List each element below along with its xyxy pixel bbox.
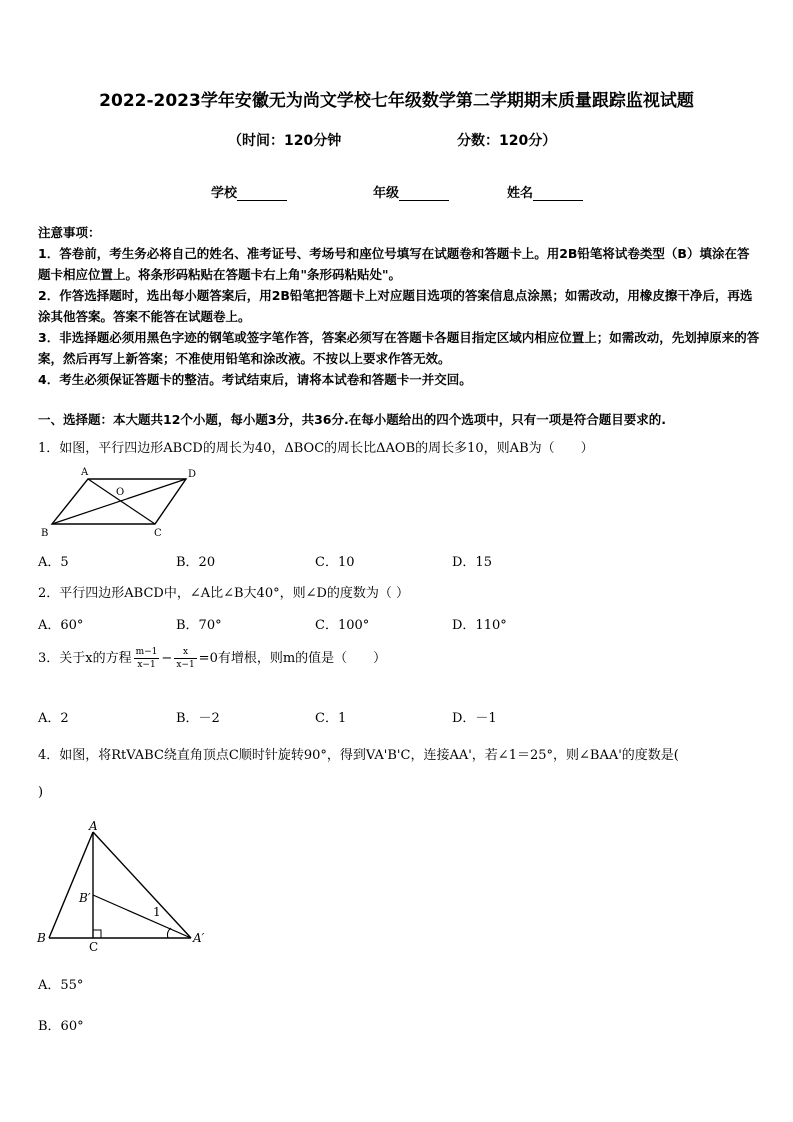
grade-label: 年级 <box>373 186 400 201</box>
page-title: 2022-2023学年安徽无为尚文学校七年级数学第二学期期末质量跟踪监视试题 <box>99 91 694 111</box>
label-d: D <box>188 469 197 480</box>
q2-option-a[interactable]: A．60° <box>38 618 84 633</box>
label-a-prime: A′ <box>193 931 205 945</box>
q2-option-c[interactable]: C．100° <box>315 618 370 633</box>
q3-option-c[interactable]: C．1 <box>315 711 347 726</box>
minus-sign: − <box>161 651 173 666</box>
school-label: 学校 <box>211 186 238 201</box>
q4-option-b[interactable]: B．60° <box>38 1019 84 1034</box>
notice-item: 4．考生必须保证答题卡的整洁。考试结束后，请将本试卷和答题卡一并交回。 <box>38 372 472 387</box>
section-heading: 一、选择题：本大题共12个小题，每小题3分，共36分.在每小题给出的四个选项中，只有一项是符合题目要求的. <box>38 412 666 427</box>
q1-option-a[interactable]: A．5 <box>38 555 69 570</box>
q3-option-a[interactable]: A．2 <box>38 711 69 726</box>
school-blank <box>237 188 287 201</box>
parallelogram-figure <box>38 465 198 540</box>
label-c: C <box>89 940 99 953</box>
q1-option-d[interactable]: D．15 <box>452 555 492 570</box>
notice-heading: 注意事项： <box>38 225 101 240</box>
q3-post: =0有增根，则m的值是（ ） <box>198 651 387 666</box>
label-b-prime: B′ <box>79 891 91 905</box>
q2-option-d[interactable]: D．110° <box>452 618 507 633</box>
label-a: A <box>89 819 98 833</box>
question-2-text: 2．平行四边形ABCD中，∠A比∠B大40°，则∠D的度数为（ ） <box>38 586 410 601</box>
label-a: A <box>81 467 89 478</box>
notice-item: 2．作答选择题时，选出每小题答案后，用2B铅笔把答题卡上对应题目选项的答案信息点涂黑；如需改动，用橡皮擦干净后，再选涂其他答案。答案不能答在试题卷上。 <box>38 288 753 324</box>
school-field[interactable] <box>211 182 287 201</box>
notice-block <box>38 222 760 390</box>
fraction-2: $\frac{x}{x-1}$ <box>176 647 195 670</box>
q4-option-a[interactable]: A．55° <box>38 978 84 993</box>
q3-pre: 3．关于x的方程 <box>38 651 132 666</box>
name-blank <box>533 188 583 201</box>
label-o: O <box>116 487 125 498</box>
label-b: B <box>37 931 46 945</box>
q3-option-b[interactable]: B．－2 <box>176 711 220 726</box>
exam-time: （时间：120分钟 <box>228 133 342 149</box>
question-3-text <box>38 646 386 671</box>
rotation-triangle-figure <box>35 818 215 953</box>
question-4-text: 4．如图，将RtVABC绕直角顶点C顺时针旋转90°，得到VA'B'C，连接AA'，若∠1＝25°，则∠BAA'的度数是( <box>38 748 679 763</box>
label-b: B <box>41 528 49 539</box>
q1-option-c[interactable]: C．10 <box>315 555 355 570</box>
question-4-close: ) <box>38 785 44 800</box>
fraction-1: $\frac{m-1}{x-1}$ <box>135 647 158 670</box>
exam-score: 分数：120分） <box>457 133 557 149</box>
label-angle-1: 1 <box>153 905 161 919</box>
label-c: C <box>154 528 162 539</box>
notice-item: 1．答卷前，考生务必将自己的姓名、准考证号、考场号和座位号填写在试题卷和答题卡上。用2B铅笔将试卷类型（B）填涂在答题卡相应位置上。将条形码粘贴在答题卡右上角"条形码粘贴处"。 <box>38 246 750 282</box>
question-1-text: 1．如图，平行四边形ABCD的周长为40，ΔBOC的周长比ΔAOB的周长多10，则AB为（ ） <box>38 441 594 456</box>
notice-item: 3．非选择题必须用黑色字迹的钢笔或签字笔作答，答案必须写在答题卡各题目指定区域内相应位置上；如需改动，先划掉原来的答案，然后再写上新答案；不准使用铅笔和涂改液。不按以上要求作答无效。 <box>38 330 760 366</box>
name-label: 姓名 <box>507 186 534 201</box>
q1-option-b[interactable]: B．20 <box>176 555 216 570</box>
grade-field[interactable] <box>373 182 449 201</box>
grade-blank <box>399 188 449 201</box>
q2-option-b[interactable]: B．70° <box>176 618 222 633</box>
name-field[interactable] <box>507 182 583 201</box>
q3-option-d[interactable]: D．－1 <box>452 711 497 726</box>
